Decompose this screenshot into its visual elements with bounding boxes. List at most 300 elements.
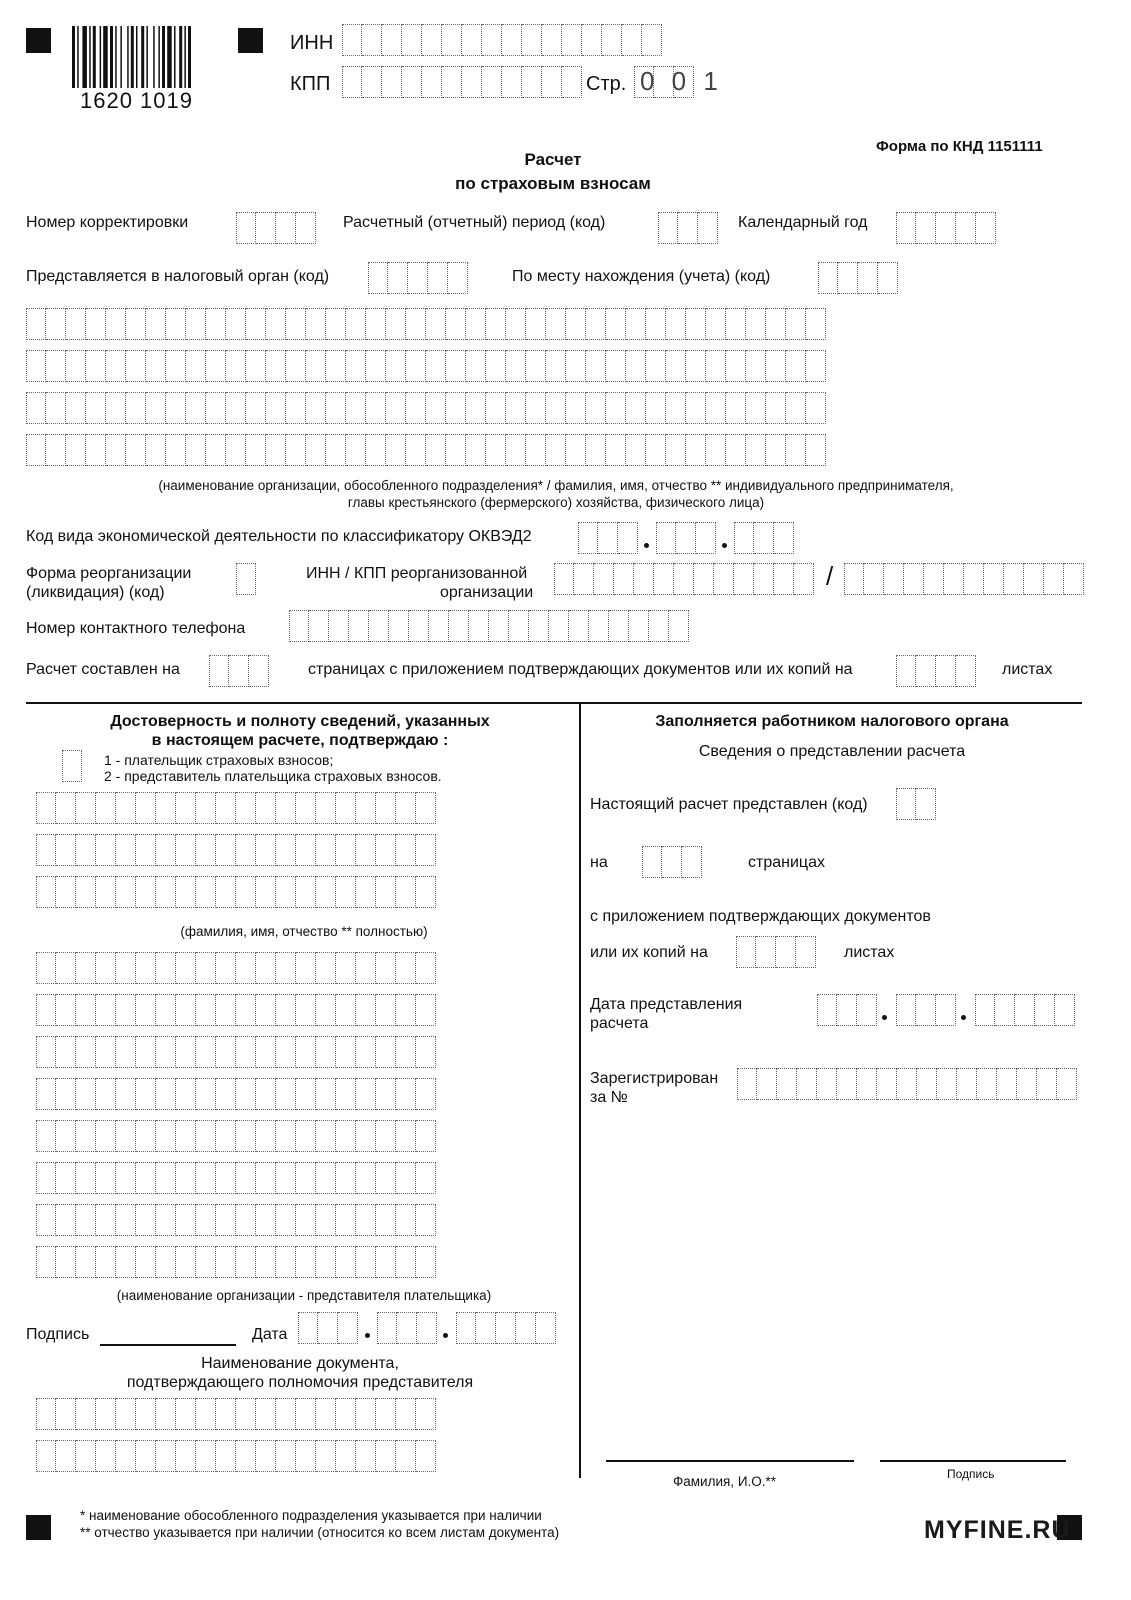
character-cell[interactable] (489, 610, 509, 642)
character-cell[interactable] (396, 994, 416, 1026)
character-cell[interactable] (936, 212, 956, 244)
character-cell[interactable] (466, 392, 486, 424)
character-cell[interactable] (388, 262, 408, 294)
character-cell[interactable] (346, 392, 366, 424)
character-cell[interactable] (466, 308, 486, 340)
character-cell[interactable] (486, 350, 506, 382)
character-cell[interactable] (746, 392, 766, 424)
character-cell[interactable] (56, 1246, 76, 1278)
character-cell[interactable] (566, 350, 586, 382)
character-cell[interactable] (76, 834, 96, 866)
character-cell[interactable] (316, 1440, 336, 1472)
character-cell[interactable] (176, 1078, 196, 1110)
character-cell[interactable] (336, 1246, 356, 1278)
character-cell[interactable] (995, 994, 1015, 1026)
character-cell[interactable] (156, 1204, 176, 1236)
character-cell[interactable] (236, 1120, 256, 1152)
character-cell[interactable] (136, 876, 156, 908)
correction-number-field[interactable] (236, 212, 316, 244)
character-cell[interactable] (408, 262, 428, 294)
character-cell[interactable] (606, 308, 626, 340)
character-cell[interactable] (296, 876, 316, 908)
character-cell[interactable] (36, 994, 56, 1026)
character-cell[interactable] (316, 1036, 336, 1068)
character-cell[interactable] (858, 262, 878, 294)
character-cell[interactable] (256, 1440, 276, 1472)
character-cell[interactable] (442, 24, 462, 56)
character-cell[interactable] (766, 392, 786, 424)
character-cell[interactable] (614, 563, 634, 595)
character-cell[interactable] (146, 308, 166, 340)
character-cell[interactable] (206, 350, 226, 382)
character-cell[interactable] (56, 1162, 76, 1194)
character-cell[interactable] (466, 350, 486, 382)
character-cell[interactable] (96, 876, 116, 908)
character-cell[interactable] (446, 392, 466, 424)
character-cell[interactable] (86, 392, 106, 424)
character-cell[interactable] (656, 522, 676, 554)
character-cell[interactable] (757, 1068, 777, 1100)
character-cell[interactable] (686, 350, 706, 382)
fio-row-1[interactable] (36, 792, 436, 824)
character-cell[interactable] (726, 434, 746, 466)
character-cell[interactable] (136, 1246, 156, 1278)
phone-field[interactable] (289, 610, 689, 642)
character-cell[interactable] (356, 1162, 376, 1194)
character-cell[interactable] (346, 434, 366, 466)
character-cell[interactable] (256, 876, 276, 908)
sheets-count-field[interactable] (896, 655, 976, 687)
character-cell[interactable] (196, 952, 216, 984)
character-cell[interactable] (416, 1036, 436, 1068)
kpp-field[interactable] (342, 66, 582, 98)
character-cell[interactable] (642, 846, 662, 878)
character-cell[interactable] (566, 308, 586, 340)
fio-signature-line[interactable] (606, 1460, 854, 1462)
character-cell[interactable] (66, 350, 86, 382)
character-cell[interactable] (256, 1246, 276, 1278)
character-cell[interactable] (649, 610, 669, 642)
character-cell[interactable] (26, 350, 46, 382)
character-cell[interactable] (276, 1246, 296, 1278)
character-cell[interactable] (916, 212, 936, 244)
character-cell[interactable] (56, 876, 76, 908)
character-cell[interactable] (977, 1068, 997, 1100)
character-cell[interactable] (156, 1440, 176, 1472)
fio-row-2[interactable] (36, 834, 436, 866)
character-cell[interactable] (136, 834, 156, 866)
character-cell[interactable] (774, 563, 794, 595)
character-cell[interactable] (326, 392, 346, 424)
character-cell[interactable] (286, 308, 306, 340)
character-cell[interactable] (356, 1398, 376, 1430)
character-cell[interactable] (386, 308, 406, 340)
character-cell[interactable] (409, 610, 429, 642)
character-cell[interactable] (376, 1440, 396, 1472)
character-cell[interactable] (578, 522, 598, 554)
character-cell[interactable] (336, 1078, 356, 1110)
character-cell[interactable] (216, 1440, 236, 1472)
character-cell[interactable] (376, 952, 396, 984)
character-cell[interactable] (626, 308, 646, 340)
character-cell[interactable] (396, 834, 416, 866)
character-cell[interactable] (298, 1312, 318, 1344)
character-cell[interactable] (176, 792, 196, 824)
character-cell[interactable] (296, 1204, 316, 1236)
character-cell[interactable] (386, 434, 406, 466)
character-cell[interactable] (896, 994, 916, 1026)
character-cell[interactable] (56, 834, 76, 866)
character-cell[interactable] (229, 655, 249, 687)
character-cell[interactable] (256, 792, 276, 824)
character-cell[interactable] (422, 66, 442, 98)
org-name-row-2[interactable] (26, 350, 826, 382)
character-cell[interactable] (216, 876, 236, 908)
character-cell[interactable] (376, 1162, 396, 1194)
character-cell[interactable] (416, 1204, 436, 1236)
character-cell[interactable] (442, 66, 462, 98)
rep-org-row-1[interactable] (36, 952, 436, 984)
character-cell[interactable] (216, 1120, 236, 1152)
character-cell[interactable] (176, 1162, 196, 1194)
character-cell[interactable] (396, 1036, 416, 1068)
character-cell[interactable] (176, 1036, 196, 1068)
character-cell[interactable] (997, 1068, 1017, 1100)
character-cell[interactable] (296, 994, 316, 1026)
fio-row-3[interactable] (36, 876, 436, 908)
character-cell[interactable] (176, 1120, 196, 1152)
character-cell[interactable] (276, 212, 296, 244)
character-cell[interactable] (346, 350, 366, 382)
character-cell[interactable] (136, 1120, 156, 1152)
character-cell[interactable] (696, 522, 716, 554)
character-cell[interactable] (522, 24, 542, 56)
character-cell[interactable] (806, 350, 826, 382)
character-cell[interactable] (309, 610, 329, 642)
character-cell[interactable] (626, 392, 646, 424)
character-cell[interactable] (236, 1204, 256, 1236)
character-cell[interactable] (377, 1312, 397, 1344)
character-cell[interactable] (356, 952, 376, 984)
character-cell[interactable] (216, 952, 236, 984)
character-cell[interactable] (296, 1036, 316, 1068)
character-cell[interactable] (786, 392, 806, 424)
character-cell[interactable] (356, 834, 376, 866)
character-cell[interactable] (96, 1204, 116, 1236)
character-cell[interactable] (136, 792, 156, 824)
character-cell[interactable] (156, 952, 176, 984)
character-cell[interactable] (136, 1398, 156, 1430)
character-cell[interactable] (236, 1036, 256, 1068)
inn-field[interactable] (342, 24, 662, 56)
character-cell[interactable] (316, 1246, 336, 1278)
character-cell[interactable] (276, 1440, 296, 1472)
character-cell[interactable] (186, 434, 206, 466)
character-cell[interactable] (864, 563, 884, 595)
character-cell[interactable] (176, 1398, 196, 1430)
character-cell[interactable] (857, 1068, 877, 1100)
character-cell[interactable] (766, 434, 786, 466)
character-cell[interactable] (156, 1120, 176, 1152)
character-cell[interactable] (356, 792, 376, 824)
character-cell[interactable] (448, 262, 468, 294)
character-cell[interactable] (336, 1036, 356, 1068)
character-cell[interactable] (526, 434, 546, 466)
character-cell[interactable] (396, 1162, 416, 1194)
character-cell[interactable] (786, 308, 806, 340)
character-cell[interactable] (618, 522, 638, 554)
character-cell[interactable] (76, 1162, 96, 1194)
character-cell[interactable] (276, 1078, 296, 1110)
character-cell[interactable] (266, 308, 286, 340)
character-cell[interactable] (396, 1078, 416, 1110)
character-cell[interactable] (36, 834, 56, 866)
character-cell[interactable] (676, 522, 696, 554)
character-cell[interactable] (236, 212, 256, 244)
character-cell[interactable] (526, 350, 546, 382)
character-cell[interactable] (937, 1068, 957, 1100)
character-cell[interactable] (496, 1312, 516, 1344)
character-cell[interactable] (336, 994, 356, 1026)
character-cell[interactable] (536, 1312, 556, 1344)
character-cell[interactable] (837, 994, 857, 1026)
character-cell[interactable] (396, 876, 416, 908)
org-name-row-1[interactable] (26, 308, 826, 340)
character-cell[interactable] (786, 434, 806, 466)
character-cell[interactable] (1017, 1068, 1037, 1100)
character-cell[interactable] (366, 392, 386, 424)
character-cell[interactable] (629, 610, 649, 642)
character-cell[interactable] (316, 792, 336, 824)
character-cell[interactable] (266, 434, 286, 466)
character-cell[interactable] (884, 563, 904, 595)
character-cell[interactable] (276, 1036, 296, 1068)
character-cell[interactable] (546, 350, 566, 382)
character-cell[interactable] (176, 1204, 196, 1236)
character-cell[interactable] (316, 1078, 336, 1110)
character-cell[interactable] (706, 350, 726, 382)
character-cell[interactable] (756, 936, 776, 968)
character-cell[interactable] (336, 834, 356, 866)
character-cell[interactable] (166, 434, 186, 466)
character-cell[interactable] (236, 1398, 256, 1430)
character-cell[interactable] (686, 392, 706, 424)
character-cell[interactable] (376, 792, 396, 824)
character-cell[interactable] (296, 1162, 316, 1194)
character-cell[interactable] (116, 1204, 136, 1236)
character-cell[interactable] (236, 952, 256, 984)
character-cell[interactable] (469, 610, 489, 642)
character-cell[interactable] (116, 834, 136, 866)
character-cell[interactable] (806, 392, 826, 424)
character-cell[interactable] (136, 1036, 156, 1068)
character-cell[interactable] (56, 1398, 76, 1430)
org-name-row-4[interactable] (26, 434, 826, 466)
character-cell[interactable] (216, 1246, 236, 1278)
character-cell[interactable] (46, 392, 66, 424)
character-cell[interactable] (936, 655, 956, 687)
character-cell[interactable] (236, 1246, 256, 1278)
character-cell[interactable] (196, 994, 216, 1026)
character-cell[interactable] (196, 1036, 216, 1068)
character-cell[interactable] (256, 1204, 276, 1236)
character-cell[interactable] (878, 262, 898, 294)
character-cell[interactable] (736, 936, 756, 968)
character-cell[interactable] (56, 1440, 76, 1472)
character-cell[interactable] (646, 350, 666, 382)
character-cell[interactable] (376, 1078, 396, 1110)
character-cell[interactable] (818, 262, 838, 294)
character-cell[interactable] (446, 308, 466, 340)
character-cell[interactable] (666, 434, 686, 466)
reorg-form-field[interactable] (236, 563, 256, 595)
character-cell[interactable] (389, 610, 409, 642)
character-cell[interactable] (116, 1120, 136, 1152)
character-cell[interactable] (116, 1036, 136, 1068)
character-cell[interactable] (734, 563, 754, 595)
character-cell[interactable] (726, 392, 746, 424)
character-cell[interactable] (146, 434, 166, 466)
character-cell[interactable] (56, 1204, 76, 1236)
character-cell[interactable] (146, 350, 166, 382)
character-cell[interactable] (276, 1398, 296, 1430)
character-cell[interactable] (116, 1398, 136, 1430)
rep-org-row-3[interactable] (36, 1036, 436, 1068)
character-cell[interactable] (416, 1078, 436, 1110)
rep-org-row-4[interactable] (36, 1078, 436, 1110)
character-cell[interactable] (176, 1246, 196, 1278)
character-cell[interactable] (666, 308, 686, 340)
character-cell[interactable] (777, 1068, 797, 1100)
character-cell[interactable] (646, 434, 666, 466)
character-cell[interactable] (326, 434, 346, 466)
character-cell[interactable] (266, 350, 286, 382)
character-cell[interactable] (366, 350, 386, 382)
character-cell[interactable] (236, 563, 256, 595)
character-cell[interactable] (529, 610, 549, 642)
character-cell[interactable] (256, 1120, 276, 1152)
character-cell[interactable] (186, 350, 206, 382)
character-cell[interactable] (236, 994, 256, 1026)
character-cell[interactable] (96, 1036, 116, 1068)
character-cell[interactable] (362, 24, 382, 56)
character-cell[interactable] (342, 66, 362, 98)
character-cell[interactable] (1035, 994, 1055, 1026)
character-cell[interactable] (156, 792, 176, 824)
character-cell[interactable] (356, 1120, 376, 1152)
character-cell[interactable] (246, 308, 266, 340)
character-cell[interactable] (326, 350, 346, 382)
character-cell[interactable] (276, 952, 296, 984)
character-cell[interactable] (916, 655, 936, 687)
character-cell[interactable] (86, 350, 106, 382)
character-cell[interactable] (46, 434, 66, 466)
character-cell[interactable] (246, 350, 266, 382)
character-cell[interactable] (156, 994, 176, 1026)
character-cell[interactable] (326, 308, 346, 340)
character-cell[interactable] (586, 392, 606, 424)
character-cell[interactable] (837, 1068, 857, 1100)
inspector-signature-line[interactable] (880, 1460, 1066, 1462)
character-cell[interactable] (66, 308, 86, 340)
character-cell[interactable] (256, 1036, 276, 1068)
character-cell[interactable] (426, 392, 446, 424)
character-cell[interactable] (316, 876, 336, 908)
character-cell[interactable] (506, 392, 526, 424)
character-cell[interactable] (626, 434, 646, 466)
character-cell[interactable] (486, 308, 506, 340)
rep-org-row-7[interactable] (36, 1204, 436, 1236)
character-cell[interactable] (26, 308, 46, 340)
character-cell[interactable] (156, 1162, 176, 1194)
character-cell[interactable] (206, 392, 226, 424)
character-cell[interactable] (206, 434, 226, 466)
character-cell[interactable] (56, 1078, 76, 1110)
character-cell[interactable] (1055, 994, 1075, 1026)
character-cell[interactable] (336, 1440, 356, 1472)
character-cell[interactable] (256, 212, 276, 244)
character-cell[interactable] (216, 1078, 236, 1110)
character-cell[interactable] (606, 434, 626, 466)
org-name-row-3[interactable] (26, 392, 826, 424)
character-cell[interactable] (236, 834, 256, 866)
character-cell[interactable] (316, 834, 336, 866)
character-cell[interactable] (654, 563, 674, 595)
character-cell[interactable] (416, 1398, 436, 1430)
character-cell[interactable] (706, 392, 726, 424)
character-cell[interactable] (797, 1068, 817, 1100)
character-cell[interactable] (236, 1078, 256, 1110)
character-cell[interactable] (376, 1036, 396, 1068)
character-cell[interactable] (336, 1398, 356, 1430)
character-cell[interactable] (586, 308, 606, 340)
character-cell[interactable] (316, 1204, 336, 1236)
character-cell[interactable] (336, 1204, 356, 1236)
character-cell[interactable] (776, 936, 796, 968)
character-cell[interactable] (658, 212, 678, 244)
character-cell[interactable] (817, 1068, 837, 1100)
period-code-field[interactable] (658, 212, 718, 244)
character-cell[interactable] (416, 792, 436, 824)
character-cell[interactable] (956, 212, 976, 244)
character-cell[interactable] (336, 1162, 356, 1194)
character-cell[interactable] (216, 792, 236, 824)
character-cell[interactable] (1037, 1068, 1057, 1100)
character-cell[interactable] (546, 308, 566, 340)
character-cell[interactable] (916, 994, 936, 1026)
character-cell[interactable] (116, 1246, 136, 1278)
rep-org-row-2[interactable] (36, 994, 436, 1026)
character-cell[interactable] (349, 610, 369, 642)
character-cell[interactable] (1057, 1068, 1077, 1100)
character-cell[interactable] (36, 792, 56, 824)
character-cell[interactable] (698, 212, 718, 244)
character-cell[interactable] (96, 1162, 116, 1194)
character-cell[interactable] (396, 1120, 416, 1152)
character-cell[interactable] (66, 392, 86, 424)
character-cell[interactable] (549, 610, 569, 642)
date-month-field[interactable] (377, 1312, 437, 1344)
character-cell[interactable] (838, 262, 858, 294)
character-cell[interactable] (678, 212, 698, 244)
character-cell[interactable] (196, 1440, 216, 1472)
character-cell[interactable] (669, 610, 689, 642)
character-cell[interactable] (56, 792, 76, 824)
character-cell[interactable] (386, 392, 406, 424)
character-cell[interactable] (509, 610, 529, 642)
character-cell[interactable] (366, 308, 386, 340)
character-cell[interactable] (462, 24, 482, 56)
